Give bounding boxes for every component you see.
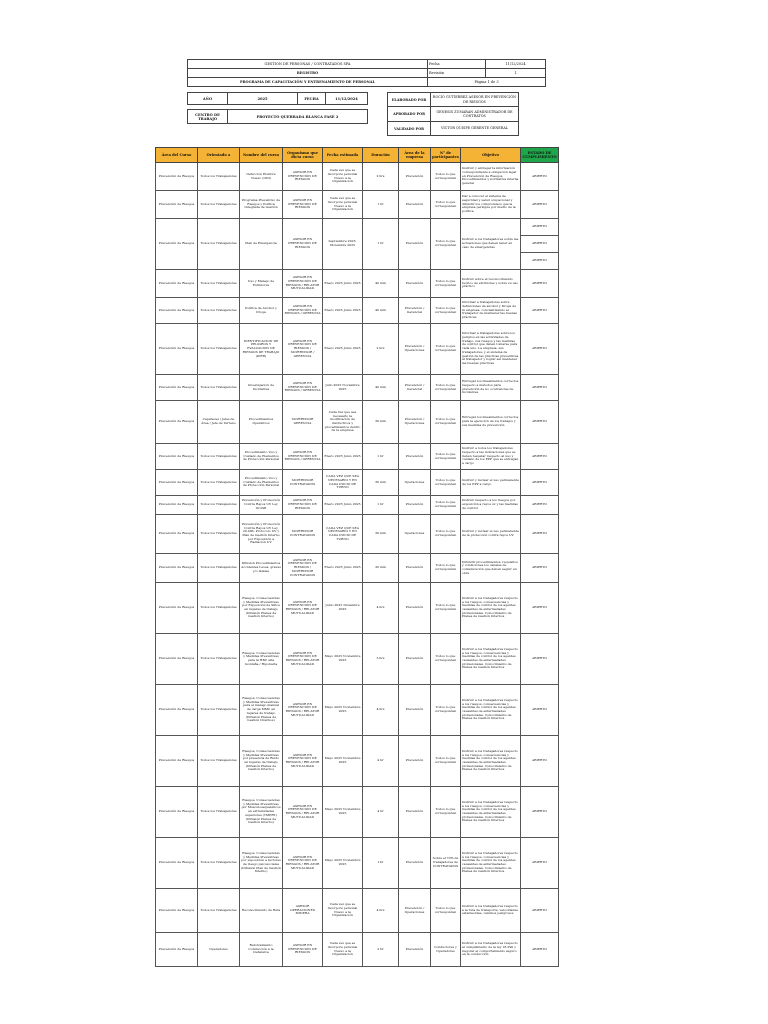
- participants-cell: Sobre el 70% de trabajadores de CONTRATADOS: [431, 838, 461, 889]
- objective-cell: Instruir a los trabajadores respecto a la ruta de transporte, velocidades establecidas, caminos peligrosos: [461, 889, 521, 933]
- duration-cell: 1hr: [363, 838, 399, 889]
- oriented-to-cell: Todos los Trabajadores: [198, 583, 240, 634]
- status-cell: [521, 444, 559, 470]
- course-area-cell: Prevención de Riesgos: [156, 736, 198, 787]
- participants-cell: Todos lo que corresponden: [431, 736, 461, 787]
- company-area-cell: Prevención: [399, 838, 431, 889]
- oriented-to-cell: Todos los Trabajadores: [198, 787, 240, 838]
- course-area-cell: Prevención de Riesgos: [156, 470, 198, 496]
- status-badge: ABIERTO: [532, 258, 547, 263]
- status-badge: ABIERTO: [532, 346, 547, 351]
- estimated-date-cell: Cada vez que se incorpore personal Nuevo a la Organización: [323, 191, 363, 219]
- participants-cell: Todos lo que corresponden: [431, 634, 461, 685]
- company-area-cell: Prevención: [399, 191, 431, 219]
- company-area-cell: Prevención / Operaciones: [399, 401, 431, 444]
- status-badge: ABIERTO: [532, 707, 547, 712]
- column-header: Objetivo: [461, 148, 521, 163]
- status-cell: [521, 470, 559, 496]
- column-header: Área del Curso: [156, 148, 198, 163]
- aprobado-label: APROBADO POR: [388, 107, 431, 122]
- course-name-cell: Riesgos, Consecuencias y Medidas Preventivas por Exposición de Sílice en lugares de trabajo (Difusión Planes de Gestión Interno): [240, 583, 283, 634]
- participants-cell: Todos lo que corresponden: [431, 583, 461, 634]
- table-row: [156, 191, 559, 219]
- objective-cell: Instruir a los trabajadores respecto a los riesgos, consecuencias y medidas de control de los agentes causantes de enfermedades profesionales. Conocimiento de Planes de Gestión Internos: [461, 685, 521, 736]
- column-header: Nombre del curso: [240, 148, 283, 163]
- estimated-date-cell: Mayo 2025 Noviembre 2025: [323, 736, 363, 787]
- course-name-cell: Política de Alcohol y Droga: [240, 298, 283, 324]
- estimated-date-cell: Enero 2025 Junio 2025: [323, 270, 363, 298]
- column-header: Fecha estimada: [323, 148, 363, 163]
- company-area-cell: Prevención: [399, 685, 431, 736]
- status-cell: [521, 685, 559, 736]
- duration-cell: 3 hrs: [363, 634, 399, 685]
- company-area-cell: Prevención / Gerencial: [399, 298, 431, 324]
- table-row: [156, 933, 559, 967]
- course-area-cell: Prevención de Riesgos: [156, 444, 198, 470]
- status-cell: [521, 515, 559, 554]
- column-header: ESTADO DE CUMPLIMIENTO: [521, 148, 559, 163]
- estimated-date-cell: Cada vez que se incorpore personal Nuevo a la Organización: [323, 163, 363, 191]
- course-name-cell: Riesgos, Consecuencias y Medidas Preventivas para el manejo manual de carga MMC en lugares de trabajo (Difusión Planes de Gestión Internos): [240, 685, 283, 736]
- estimated-date-cell: Enero 2025 Junio 2025: [323, 324, 363, 375]
- estimated-date-cell: Enero 2025 Junio 2025: [323, 554, 363, 583]
- organization-cell: ASESOR EN PREVENCIÓN DE RIESGOS / SUPERVISOR CONTRATADOS: [283, 554, 323, 583]
- table-row: [156, 324, 559, 375]
- status-badge: ABIERTO: [532, 565, 547, 570]
- organization-cell: ASESOR EN PREVENCIÓN DE RIESGOS / RELATOR MUTUALIDAD: [283, 685, 323, 736]
- validado-value: VICTOR QUISPE GERENTE GENERAL: [431, 122, 519, 136]
- duration-cell: 4 hrs: [363, 889, 399, 933]
- oriented-to-cell: Todos los Trabajadores: [198, 298, 240, 324]
- oriented-to-cell: Todos los Trabajadores: [198, 496, 240, 515]
- estimated-date-cell: Enero 2025 Junio 2025: [323, 298, 363, 324]
- course-name-cell: Riesgos, Consecuencias y Medidas Preventivas por presencia de Ruido en lugares de trabajo (Difusión Planes de Gestión Interno): [240, 736, 283, 787]
- participants-cell: Todos lo que corresponden: [431, 401, 461, 444]
- course-area-cell: Prevención de Riesgos: [156, 634, 198, 685]
- status-cell: [521, 219, 559, 270]
- revision-label: Revisión: [428, 69, 486, 78]
- estimated-date-cell: Enero 2025 Junio 2025: [323, 496, 363, 515]
- table-row: [156, 634, 559, 685]
- estimated-date-cell: Julio 2025 Noviembre 2025: [323, 375, 363, 401]
- organization-cell: ASESOR EN PREVENCIÓN DE RIESGOS / RELATOR MUTUALIDAD: [283, 270, 323, 298]
- objective-cell: Instruir a los trabajadores respecto a los riesgos, consecuencias y medidas de control de los agentes causantes de enfermedades profesionales. Conocimiento de Planes de Gestión Internos: [461, 583, 521, 634]
- course-area-cell: Prevención de Riesgos: [156, 838, 198, 889]
- estimated-date-cell: CADA VEZ QUE SEA NECESARIO Y EN CADA INICIO DE TURNO: [323, 515, 363, 554]
- page-number: Página 1 de 3: [428, 78, 546, 87]
- objective-cell: Instruir y entregar la información correspondiente a obligación legal en Prevención de Riesgos, Procedimientos y normativa interna general: [461, 163, 521, 191]
- estimated-date-cell: Cada Vez que sea necesario la modificación de instructivos y procedimientos dentro de la empresa: [323, 401, 363, 444]
- course-area-cell: Prevención de Riesgos: [156, 496, 198, 515]
- objective-cell: Instruir sobre el reconocimiento teórico de extintores y sobre su uso práctico: [461, 270, 521, 298]
- course-name-cell: Programa Preventivo de Riesgos y Política Integrada de Gestión: [240, 191, 283, 219]
- status-badge: ABIERTO: [532, 502, 547, 507]
- duration-cell: 4 hrs: [363, 685, 399, 736]
- company-area-cell: Prevención: [399, 933, 431, 967]
- participants-cell: Todos lo que corresponden: [431, 270, 461, 298]
- status-cell: [521, 634, 559, 685]
- table-row: [156, 787, 559, 838]
- organization-cell: SUPERVISOR GERENCIA: [283, 401, 323, 444]
- objective-cell: Instruir a los trabajadores respecto a los riesgos, consecuencias y medidas de control de los agentes causantes de enfermedades profesionales. Conocimiento de Planes de Gestión Internos: [461, 634, 521, 685]
- course-name-cell: Difusión Procedimientos Accidentes Leves, graves y/o fatales: [240, 554, 283, 583]
- course-area-cell: Prevención de Riesgos: [156, 298, 198, 324]
- revision-value: 1: [486, 69, 546, 78]
- estimated-date-cell: Mayo 2025 Noviembre 2025: [323, 787, 363, 838]
- organization-cell: ASESOR EN PREVENCIÓN DE RIESGOS / RELATOR MUTUALIDAD: [283, 838, 323, 889]
- participants-cell: Todos lo que corresponden: [431, 685, 461, 736]
- duration-cell: 40 min: [363, 375, 399, 401]
- organization-cell: ASESOR OPERACIONES MINERA: [283, 889, 323, 933]
- duration-cell: 30 min: [363, 401, 399, 444]
- objective-cell: Instruir respecto a los riesgos por exposición a rayos uv y las medidas de control: [461, 496, 521, 515]
- table-row: [156, 375, 559, 401]
- company-area-cell: Prevención: [399, 583, 431, 634]
- course-area-cell: Prevención de Riesgos: [156, 270, 198, 298]
- participants-cell: Todos lo que corresponden: [431, 191, 461, 219]
- centro-label: CENTRO DE TRABAJO: [188, 110, 228, 124]
- oriented-to-cell: Todos los Trabajadores: [198, 634, 240, 685]
- status-cell: [521, 583, 559, 634]
- status-cell: [521, 163, 559, 191]
- organization-cell: ASESOR EN PREVENCIÓN DE RIESGOS / RELATOR MUTUALIDAD: [283, 583, 323, 634]
- objective-cell: Instruir a los trabajadores respecto a los riesgos, consecuencias y medidas de control de los agentes causantes de enfermedades profesionales. Conocimiento de Planes de Gestión Internos: [461, 787, 521, 838]
- status-badge: ABIERTO: [521, 236, 558, 253]
- course-area-cell: Prevención de Riesgos: [156, 375, 198, 401]
- centro-value: PROYECTO QUEBRADA BLANCA FASE 2: [228, 110, 368, 124]
- objective-cell: Instruir a los trabajadores sobre las actuaciones que deben tener en caso de emergencias: [461, 219, 521, 270]
- objective-cell: Entregar los lineamientos correctos para la ejecución de los trabajos y sus medidas de prevención: [461, 401, 521, 444]
- duration-cell: 1 hr: [363, 191, 399, 219]
- duration-cell: 1 hr: [363, 444, 399, 470]
- org-name: GESTION DE PERSONAS / CONTRATADOS SPA: [188, 60, 428, 69]
- table-row: [156, 736, 559, 787]
- course-name-cell: Inducción Hombre Nuevo (ODI): [240, 163, 283, 191]
- company-area-cell: Prevención: [399, 163, 431, 191]
- objective-cell: Instruir y revisar el uso permanente de los EPP a cargo: [461, 470, 521, 496]
- oriented-to-cell: Todos los Trabajadores: [198, 324, 240, 375]
- duration-cell: 4 hr: [363, 736, 399, 787]
- status-cell: [521, 933, 559, 967]
- course-area-cell: Prevención de Riesgos: [156, 787, 198, 838]
- status-cell: [521, 375, 559, 401]
- registro-label: REGISTRO: [188, 69, 428, 78]
- course-area-cell: Prevención de Riesgos: [156, 583, 198, 634]
- course-area-cell: Prevención de Riesgos: [156, 219, 198, 270]
- organization-cell: ASESOR EN PREVENCIÓN DE RIESGOS: [283, 496, 323, 515]
- oriented-to-cell: Capataces / Jefes de Área / Jefe de Terreno: [198, 401, 240, 444]
- company-area-cell: Prevención: [399, 444, 431, 470]
- course-name-cell: IDENTIFICACION DE PELIGROS Y EVALUACION DE RIESGOS DE TRABAJO (IPER): [240, 324, 283, 375]
- course-name-cell: Reconocimiento de Ruta: [240, 889, 283, 933]
- oriented-to-cell: Todos los Trabajadores: [198, 685, 240, 736]
- participants-cell: Todos lo que corresponden: [431, 787, 461, 838]
- course-name-cell: Plan de Emergencia: [240, 219, 283, 270]
- company-area-cell: Prevención: [399, 787, 431, 838]
- status-badge: ABIERTO: [532, 758, 547, 763]
- objective-cell: Instruir a los trabajadores respecto a los riesgos, consecuencias y medidas de control de los agentes causantes de enfermedades profesionales. Conocimiento de Planes de Gestión Internos: [461, 838, 521, 889]
- oriented-to-cell: Todos los Trabajadores: [198, 470, 240, 496]
- table-body: [156, 163, 559, 967]
- oriented-to-cell: Operadores: [198, 933, 240, 967]
- status-badge: ABIERTO: [532, 907, 547, 912]
- aprobado-value: GENESIS ZUMARAN ADMINISTRADOR DE CONTRATOS: [431, 107, 519, 122]
- course-name-cell: Riesgos, Consecuencias y Medidas Preventivas por exposición a factores de riesgo psicosociales (Difusión Plan de Gestión Interno): [240, 838, 283, 889]
- status-badge: ABIERTO: [532, 307, 547, 312]
- course-name-cell: Procedimiento Uso y Cuidado de Elementos de Protección Personal: [240, 444, 283, 470]
- estimated-date-cell: Junio 2025 Diciembre 2025: [323, 583, 363, 634]
- program-title: PROGRAMA DE CAPACITACIÓN Y ENTRENAMIENTO DE PERSONAL: [188, 78, 428, 87]
- organization-cell: SUPERVISOR CONTRATADOS: [283, 515, 323, 554]
- organization-cell: ASESOR EN PREVENCIÓN DE RIESGOS: [283, 933, 323, 967]
- estimated-date-cell: Cada vez que se incorpore personal Nuevo a la Organización: [323, 889, 363, 933]
- organization-cell: ASESOR EN PREVENCIÓN DE RIESGOS / GERENCIA: [283, 375, 323, 401]
- organization-cell: ASESOR EN PREVENCIÓN DE RIESGOS: [283, 191, 323, 219]
- participants-cell: Conductores y Operadores: [431, 933, 461, 967]
- approval-table: [387, 92, 519, 136]
- course-area-cell: Prevención de Riesgos: [156, 685, 198, 736]
- document-header: [187, 59, 546, 87]
- organization-cell: ASESOR EN PREVENCIÓN DE RIESGOS / SUPERVISOR / GERENCIA: [283, 324, 323, 375]
- organization-cell: SUPERVISOR CONTRATADOS: [283, 470, 323, 496]
- course-area-cell: Prevención de Riesgos: [156, 554, 198, 583]
- duration-cell: 2 hr: [363, 933, 399, 967]
- column-header: Organismo que dicta curso: [283, 148, 323, 163]
- course-name-cell: Procedimientos Operativos: [240, 401, 283, 444]
- organization-cell: ASESOR EN PREVENCIÓN DE RIESGOS / GERENCIA: [283, 298, 323, 324]
- status-badge: ABIERTO: [532, 280, 547, 285]
- column-header: N° de participantes: [431, 148, 461, 163]
- table-row: [156, 470, 559, 496]
- organization-cell: ASESOR EN PREVENCIÓN DE RIESGOS: [283, 163, 323, 191]
- objective-cell: Informar a trabajadores sobre los peligros en las actividades de trabajo, sus riesgos y las medidas de control que deben tomarse para cada uno. La empresa, sus trabajadores, y el sistema de gestión de las prácticas preventivas al trabajador y lograr así mantener las buenas prácticas: [461, 324, 521, 375]
- table-row: [156, 838, 559, 889]
- participants-cell: Todos lo que corresponden: [431, 163, 461, 191]
- estimated-date-cell: Mayo 2025 Noviembre 2025: [323, 685, 363, 736]
- table-row: [156, 219, 559, 270]
- participants-cell: Todos lo que corresponden: [431, 496, 461, 515]
- oriented-to-cell: Todos los Trabajadores: [198, 163, 240, 191]
- duration-cell: 2 hrs: [363, 163, 399, 191]
- duration-cell: 30 min: [363, 470, 399, 496]
- duration-cell: 40 min: [363, 270, 399, 298]
- status-badge: ABIERTO: [532, 656, 547, 661]
- course-area-cell: Prevención de Riesgos: [156, 163, 198, 191]
- oriented-to-cell: Todos los Trabajadores: [198, 219, 240, 270]
- course-name-cell: Reforzamiento Conducción a la Defensiva: [240, 933, 283, 967]
- fecha-meta-label: FECHA: [298, 93, 326, 105]
- objective-cell: Entregar los lineamientos correctos respecto a métodos para prevención de no ocurrencias de incidentes: [461, 375, 521, 401]
- table-row: [156, 270, 559, 298]
- validado-label: VALIDADO POR: [388, 122, 431, 136]
- company-area-cell: Prevención: [399, 736, 431, 787]
- course-name-cell: Investigación de Incidentes: [240, 375, 283, 401]
- duration-cell: 30 min: [363, 515, 399, 554]
- company-area-cell: Prevención / Gerencial: [399, 375, 431, 401]
- duration-cell: 4 hr: [363, 787, 399, 838]
- company-area-cell: Prevención: [399, 634, 431, 685]
- oriented-to-cell: Todos los Trabajadores: [198, 270, 240, 298]
- status-badge: ABIERTO: [532, 809, 547, 814]
- column-header: Duración: [363, 148, 399, 163]
- column-header: Orientado a: [198, 148, 240, 163]
- fecha-label: Fecha: [428, 60, 486, 69]
- oriented-to-cell: Todos los Trabajadores: [198, 515, 240, 554]
- company-area-cell: Prevención: [399, 219, 431, 270]
- status-badge: ABIERTO: [532, 384, 547, 389]
- course-area-cell: Prevención de Riesgos: [156, 401, 198, 444]
- oriented-to-cell: Todos los Trabajadores: [198, 838, 240, 889]
- status-cell: [521, 401, 559, 444]
- status-badge: ABIERTO: [532, 860, 547, 865]
- estimated-date-cell: CADA VEZ QUE SEA NECESARIO Y EN CADA INICIO DE TURNO: [323, 470, 363, 496]
- oriented-to-cell: Todos los Trabajadores: [198, 375, 240, 401]
- course-name-cell: Uso y Manejo de Extintores: [240, 270, 283, 298]
- fecha-value: 11/12/2024: [486, 60, 546, 69]
- estimated-date-cell: Mayo 2025 Noviembre 2025: [323, 838, 363, 889]
- participants-cell: Todos lo que corresponden: [431, 515, 461, 554]
- oriented-to-cell: Todos los Trabajadores: [198, 554, 240, 583]
- course-name-cell: Riesgos, Consecuencias y Medidas Preventivas para la HBC alta montaña / Hipobaria: [240, 634, 283, 685]
- status-badge: ABIERTO: [532, 531, 547, 536]
- ano-label: AÑO: [188, 93, 228, 105]
- objective-cell: Instruir a los trabajadores respecto al cumplimiento de la ley 18.290 y mejorar el comportamiento seguro en la conducción: [461, 933, 521, 967]
- estimated-date-cell: Cada vez que se incorpore personal Nuevo a la Organización: [323, 933, 363, 967]
- duration-cell: 4 hrs: [363, 583, 399, 634]
- participants-cell: Todos lo que corresponden: [431, 554, 461, 583]
- estimated-date-cell: Septiembre 2025, Diciembre 2025: [323, 219, 363, 270]
- table-row: [156, 515, 559, 554]
- participants-cell: Todos lo que corresponden: [431, 375, 461, 401]
- course-name-cell: Prevención y Protección Contra Rayos UV Ley 20.096, Protocolo UV y Plan de Gestión Interno por Exposición a Radiación UV: [240, 515, 283, 554]
- status-cell: [521, 270, 559, 298]
- duration-cell: 1 hr: [363, 496, 399, 515]
- participants-cell: Todos lo que corresponden: [431, 470, 461, 496]
- course-area-cell: Prevención de Riesgos: [156, 933, 198, 967]
- status-badge: ABIERTO: [532, 173, 547, 178]
- status-badge: ABIERTO: [521, 219, 558, 236]
- status-badge: ABIERTO: [532, 453, 547, 458]
- table-row: [156, 401, 559, 444]
- ano-value: 2025: [228, 93, 298, 105]
- status-badge: ABIERTO: [532, 479, 547, 484]
- status-badge: ABIERTO: [532, 946, 547, 951]
- duration-cell: 1 hr: [363, 219, 399, 270]
- oriented-to-cell: Todos los Trabajadores: [198, 889, 240, 933]
- fecha-meta-value: 11/12/2024: [326, 93, 368, 105]
- status-badge: ABIERTO: [532, 419, 547, 424]
- course-area-cell: Prevención de Riesgos: [156, 889, 198, 933]
- company-area-cell: Prevención: [399, 554, 431, 583]
- oriented-to-cell: Todos los Trabajadores: [198, 444, 240, 470]
- oriented-to-cell: Todos los Trabajadores: [198, 191, 240, 219]
- objective-cell: Instruir a los trabajadores respecto a los riesgos, consecuencias y medidas de control de los agentes causantes de enfermedades profesionales. Conocimiento de Planes de Gestión Internos: [461, 736, 521, 787]
- course-name-cell: Procedimiento Uso y Cuidado de Elementos de Protección Personal: [240, 470, 283, 496]
- table-row: [156, 496, 559, 515]
- course-area-cell: Prevención de Riesgos: [156, 515, 198, 554]
- participants-cell: Todos lo que corresponden: [431, 219, 461, 270]
- company-area-cell: Prevención / Operaciones: [399, 889, 431, 933]
- organization-cell: ASESOR EN PREVENCIÓN DE RIESGOS / RELATOR MUTUALIDAD: [283, 787, 323, 838]
- organization-cell: ASESOR EN PREVENCIÓN DE RIESGOS / GERENCIA: [283, 444, 323, 470]
- company-area-cell: Operaciones: [399, 515, 431, 554]
- participants-cell: Todos lo que corresponden: [431, 298, 461, 324]
- table-row: [156, 685, 559, 736]
- duration-cell: 40 min: [363, 298, 399, 324]
- participants-cell: Todos lo que corresponden: [431, 324, 461, 375]
- status-cell: [521, 838, 559, 889]
- participants-cell: Todos lo que corresponden: [431, 444, 461, 470]
- table-row: [156, 583, 559, 634]
- organization-cell: ASESOR EN PREVENCIÓN DE RIESGOS / RELATOR MUTUALIDAD: [283, 634, 323, 685]
- meta-left-table: [187, 92, 368, 124]
- table-header-row: [156, 148, 559, 163]
- table-row: [156, 554, 559, 583]
- objective-cell: Difundir procedimientos, requisitos y condiciones los canales de comunicación que deben seguir en obra: [461, 554, 521, 583]
- column-header: Área de la empresa: [399, 148, 431, 163]
- status-cell: [521, 324, 559, 375]
- status-badge: ABIERTO: [532, 201, 547, 206]
- objective-cell: Instruir y revisar el uso permanente de la protección contra rayos UV: [461, 515, 521, 554]
- elaborado-label: ELABORADO POR: [388, 93, 431, 107]
- estimated-date-cell: Mayo 2025 Noviembre 2025: [323, 634, 363, 685]
- organization-cell: ASESOR EN PREVENCIÓN DE RIESGOS: [283, 219, 323, 270]
- organization-cell: ASESOR EN PREVENCIÓN DE RIESGOS / RELATOR MUTUALIDAD: [283, 736, 323, 787]
- course-area-cell: Prevención de Riesgos: [156, 324, 198, 375]
- status-cell: [521, 787, 559, 838]
- training-program-table: [155, 147, 559, 967]
- status-cell: [521, 191, 559, 219]
- status-badge: ABIERTO: [532, 605, 547, 610]
- table-row: [156, 163, 559, 191]
- objective-cell: Informar a trabajadores sobre definiciones de alcohol y Droga de la empresa, concientizando al trabajador de mantener las buenas prácticas: [461, 298, 521, 324]
- table-row: [156, 298, 559, 324]
- table-row: [156, 889, 559, 933]
- company-area-cell: Prevención: [399, 270, 431, 298]
- course-area-cell: Prevención de Riesgos: [156, 191, 198, 219]
- course-name-cell: Prevención y Protección Contra Rayos UV Ley 20.096: [240, 496, 283, 515]
- oriented-to-cell: Todos los Trabajadores: [198, 736, 240, 787]
- company-area-cell: Prevención / Operaciones: [399, 324, 431, 375]
- estimated-date-cell: Enero 2025 Junio 2025: [323, 444, 363, 470]
- course-name-cell: Riesgos, Consecuencias y Medidas Preventivas por Musculoesqueléticos en extremidades superiores (TMERT) (Difusión Planes de Gestión Interno): [240, 787, 283, 838]
- duration-cell: 2 hrs: [363, 324, 399, 375]
- status-cell: [521, 496, 559, 515]
- participants-cell: Todos lo que corresponden: [431, 889, 461, 933]
- table-row: [156, 444, 559, 470]
- status-cell: [521, 889, 559, 933]
- status-cell: [521, 736, 559, 787]
- objective-cell: Dar a conocer el sistema de seguridad y salud ocupacional y difundir los compromisos que la empresa persigue por medio de la política: [461, 191, 521, 219]
- objective-cell: Instruir a todos los trabajadores respecto a las indicaciones que se deben respetar respecto al uso y cuidado de los EPP que se entregan a cargo: [461, 444, 521, 470]
- status-cell: [521, 554, 559, 583]
- company-area-cell: Operaciones: [399, 470, 431, 496]
- status-cell: [521, 298, 559, 324]
- company-area-cell: Prevención: [399, 496, 431, 515]
- duration-cell: 30 min: [363, 554, 399, 583]
- elaborado-value: ROCIO GUTIERREZ ASESOR EN PREVENCIÓN DE RIESGOS: [431, 93, 519, 107]
